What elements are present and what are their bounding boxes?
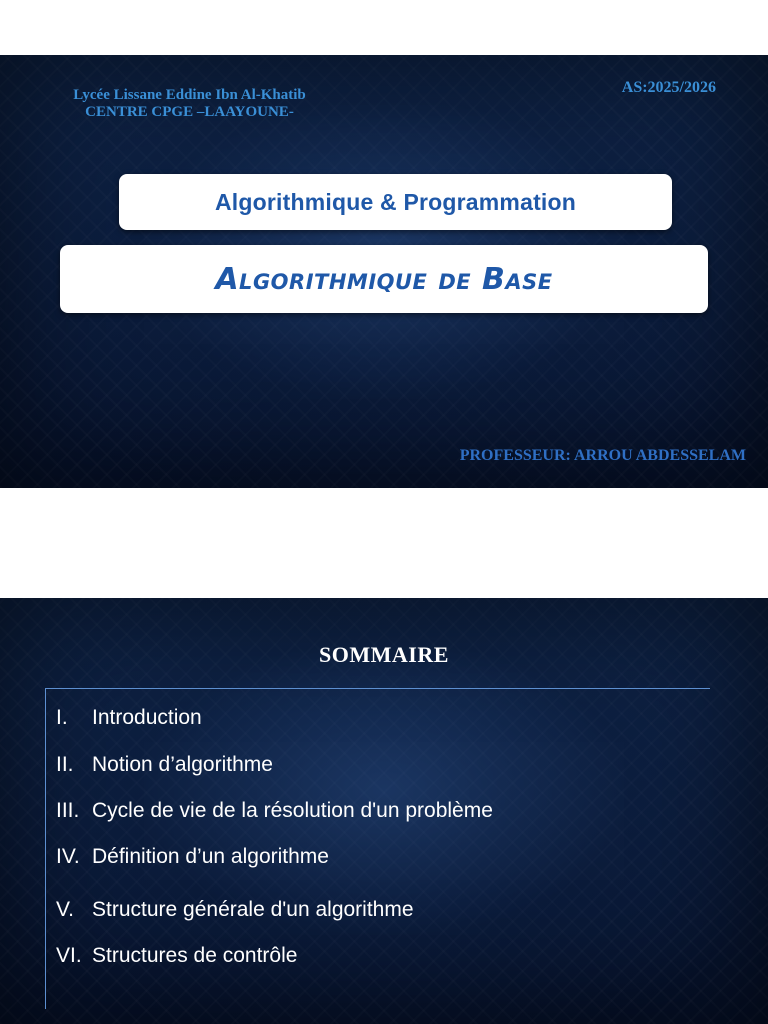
toc-item	[56, 845, 329, 869]
toc-item	[56, 706, 202, 730]
toc-item	[56, 799, 493, 823]
title-box	[60, 245, 708, 313]
toc-item	[56, 898, 414, 922]
toc-item-label: Notion d’algorithme	[92, 753, 273, 776]
toc-item-label: Structure générale d'un algorithme	[92, 898, 414, 921]
academic-year: AS:2025/2026	[621, 79, 716, 96]
toc-item-label: Cycle de vie de la résolution d'un problème	[92, 799, 493, 822]
toc-item-label: Introduction	[92, 706, 202, 729]
toc-item-number: V.	[56, 898, 74, 921]
toc-item	[56, 944, 297, 968]
toc-item-label: Structures de contrôle	[92, 944, 298, 967]
professor-name: PROFESSEUR: ARROU ABDESSELAM	[459, 447, 746, 464]
toc-item	[56, 753, 273, 777]
toc-item-number: II.	[56, 753, 74, 776]
subject-title: Algorithmique & Programmation	[214, 188, 577, 215]
title-slide	[0, 55, 768, 488]
toc-item-number: IV.	[56, 845, 80, 868]
school-name-line1: Lycée Lissane Eddine Ibn Al-Khatib	[73, 87, 306, 103]
toc-item-number: I.	[56, 706, 68, 729]
course-title: Algorithmique de Base	[215, 261, 553, 297]
summary-slide	[0, 598, 768, 1024]
school-name-line2: CENTRE CPGE –LAAYOUNE-	[85, 104, 294, 120]
summary-title: SOMMAIRE	[319, 642, 449, 667]
school-name	[52, 87, 327, 121]
toc-item-number: III.	[56, 799, 80, 822]
toc-item-number: VI.	[56, 944, 82, 967]
toc-item-label: Définition d’un algorithme	[92, 845, 329, 868]
subject-box	[119, 174, 672, 230]
